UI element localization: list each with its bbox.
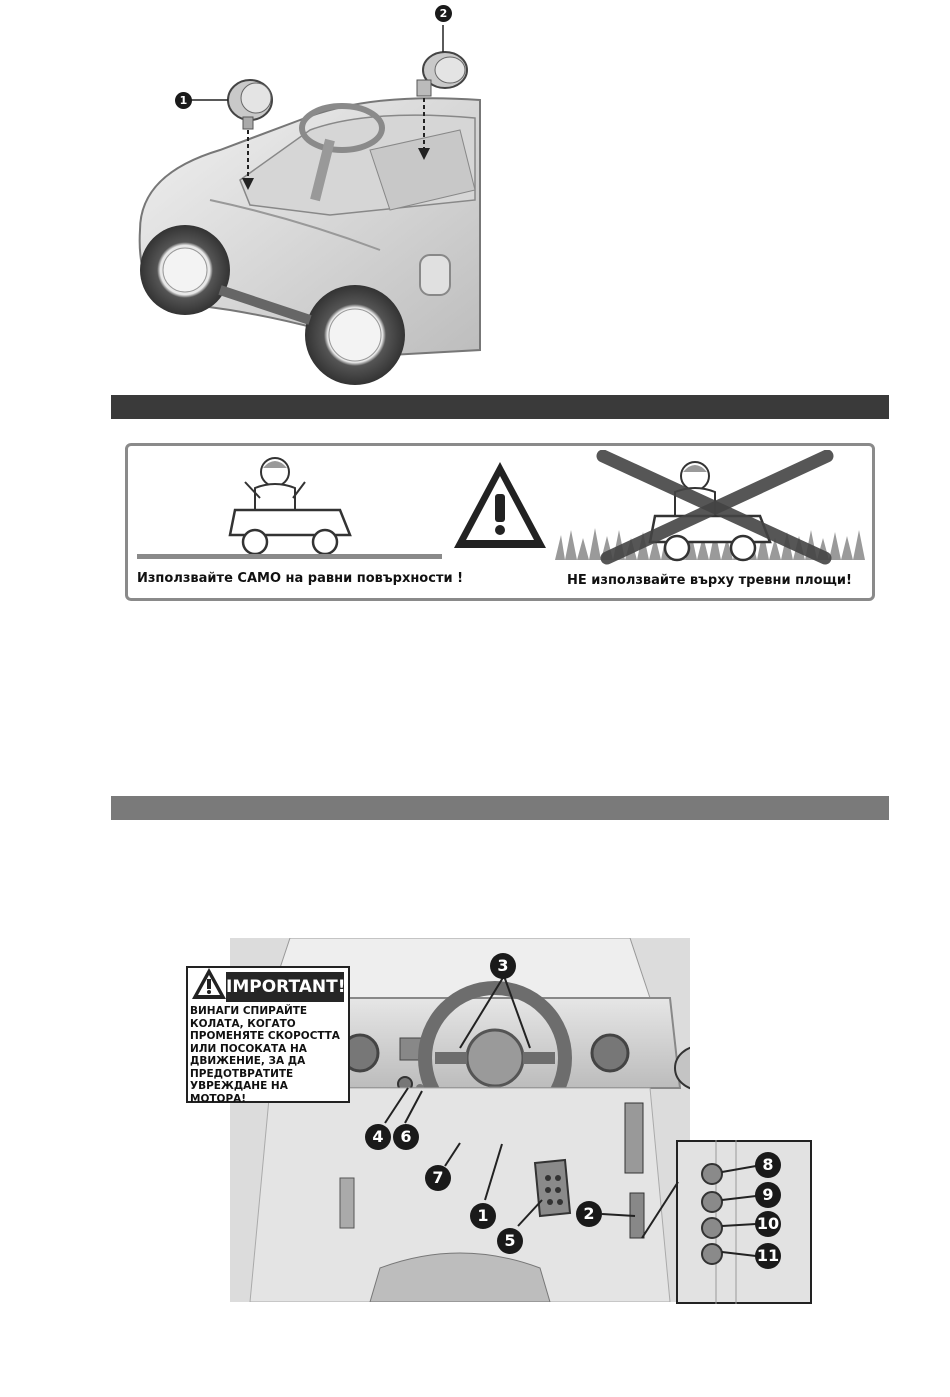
callout-9: 9 bbox=[755, 1182, 781, 1208]
important-label: IMPORTANT! bbox=[226, 972, 344, 1002]
callout-3: 3 bbox=[490, 953, 516, 979]
flat-surface-illustration bbox=[135, 450, 445, 560]
callout-6: 6 bbox=[393, 1124, 419, 1150]
callout-10: 10 bbox=[755, 1211, 781, 1237]
section-header-bar bbox=[111, 395, 889, 419]
callout-1b: 1 bbox=[470, 1203, 496, 1229]
callout-1: 1 bbox=[175, 92, 192, 109]
callout-8: 8 bbox=[755, 1152, 781, 1178]
callout-7: 7 bbox=[425, 1165, 451, 1191]
warning-triangle-small-icon bbox=[190, 966, 228, 1002]
flat-surface-caption: Използвайте САМО на равни повърхности ! bbox=[137, 571, 464, 586]
important-text: ВИНАГИ СПИРАЙТЕ КОЛАТА, КОГАТО ПРОМЕНЯТЕ СКОРОСТТА ИЛИ ПОСОКАТА НА ДВИЖЕНИЕ, ЗА ДА ПРЕДОТВРАТИТЕ УВРЕЖДАНЕ НА МОТОРА! bbox=[190, 1005, 340, 1105]
switch-panel-inset bbox=[676, 1140, 812, 1304]
callout-2: 2 bbox=[435, 5, 452, 22]
no-grass-caption: НЕ използвайте върху тревни площи! bbox=[567, 573, 852, 588]
callout-4: 4 bbox=[365, 1124, 391, 1150]
callout-11: 11 bbox=[755, 1243, 781, 1269]
section-header-bar-2 bbox=[111, 796, 889, 820]
mirror-illustration bbox=[130, 0, 490, 392]
inset-pointer bbox=[640, 1180, 680, 1240]
callout-2b: 2 bbox=[576, 1201, 602, 1227]
callout-5: 5 bbox=[497, 1228, 523, 1254]
no-grass-illustration bbox=[555, 450, 867, 575]
warning-triangle-icon bbox=[450, 458, 550, 554]
